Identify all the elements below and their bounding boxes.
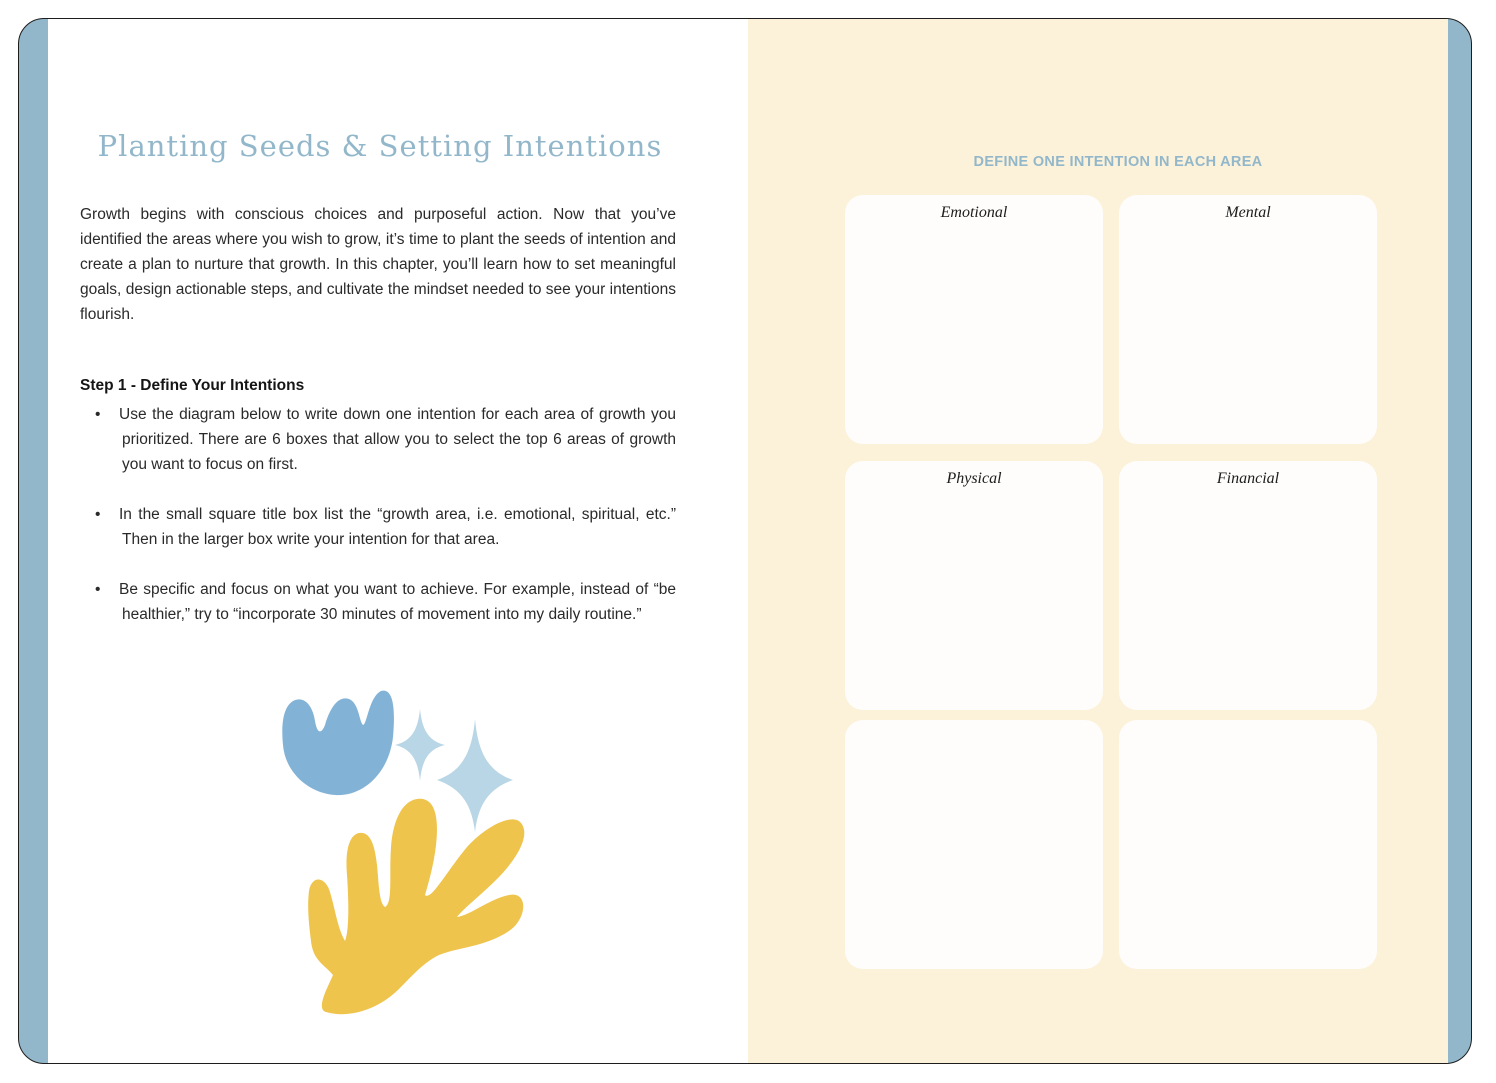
intention-box-blank-2[interactable] (1119, 720, 1377, 969)
intention-box-physical[interactable] (845, 461, 1103, 710)
intention-box-financial[interactable] (1119, 461, 1377, 710)
box-label: Emotional (940, 204, 1008, 221)
intention-box-emotional[interactable] (845, 195, 1103, 444)
bullet-text: Use the diagram below to write down one intention for each area of growth you prioritized. There are 6 boxes that allow you to select the top 6 areas of growth you want to focus on first. (119, 406, 676, 473)
worksheet-heading: DEFINE ONE INTENTION IN EACH AREA (973, 154, 1263, 170)
list-item (80, 577, 676, 627)
sparkle-icon (437, 719, 513, 832)
step-title: Step 1 - Define Your Intentions (80, 377, 305, 394)
page-title: Planting Seeds & Setting Intentions (97, 129, 663, 163)
intention-box-mental[interactable] (1119, 195, 1377, 444)
blue-tulip-shape (282, 691, 394, 796)
bullet-icon: • (95, 406, 101, 423)
yellow-coral-shape (308, 799, 524, 1014)
list-item (80, 502, 676, 552)
decorative-illustration (253, 679, 553, 1024)
bullet-icon: • (95, 506, 101, 523)
box-label: Physical (946, 470, 1002, 487)
left-page (48, 19, 748, 1063)
sparkle-icon (395, 709, 445, 781)
right-page (748, 19, 1448, 1063)
instructions-list (80, 402, 676, 652)
list-item (80, 402, 676, 477)
bullet-icon: • (95, 581, 101, 598)
bullet-text: Be specific and focus on what you want to achieve. For example, instead of “be healthier,” try to “incorporate 30 minutes of movement into my daily routine.” (119, 581, 676, 623)
box-label: Mental (1225, 204, 1271, 221)
intro-paragraph: Growth begins with conscious choices and purposeful action. Now that you’ve identified the areas where you wish to grow, it’s time to plant the seeds of intention and create a plan to nurture that growth. In this chapter, you’ll learn how to set meaningful goals, design actionable steps, and cultivate the mindset needed to see your intentions flourish. (80, 206, 676, 323)
book-spread (18, 18, 1472, 1064)
intention-box-blank-1[interactable] (845, 720, 1103, 969)
box-label: Financial (1216, 470, 1280, 487)
bullet-text: In the small square title box list the “growth area, i.e. emotional, spiritual, etc.” Then in the larger box write your intention for that area. (119, 506, 676, 548)
